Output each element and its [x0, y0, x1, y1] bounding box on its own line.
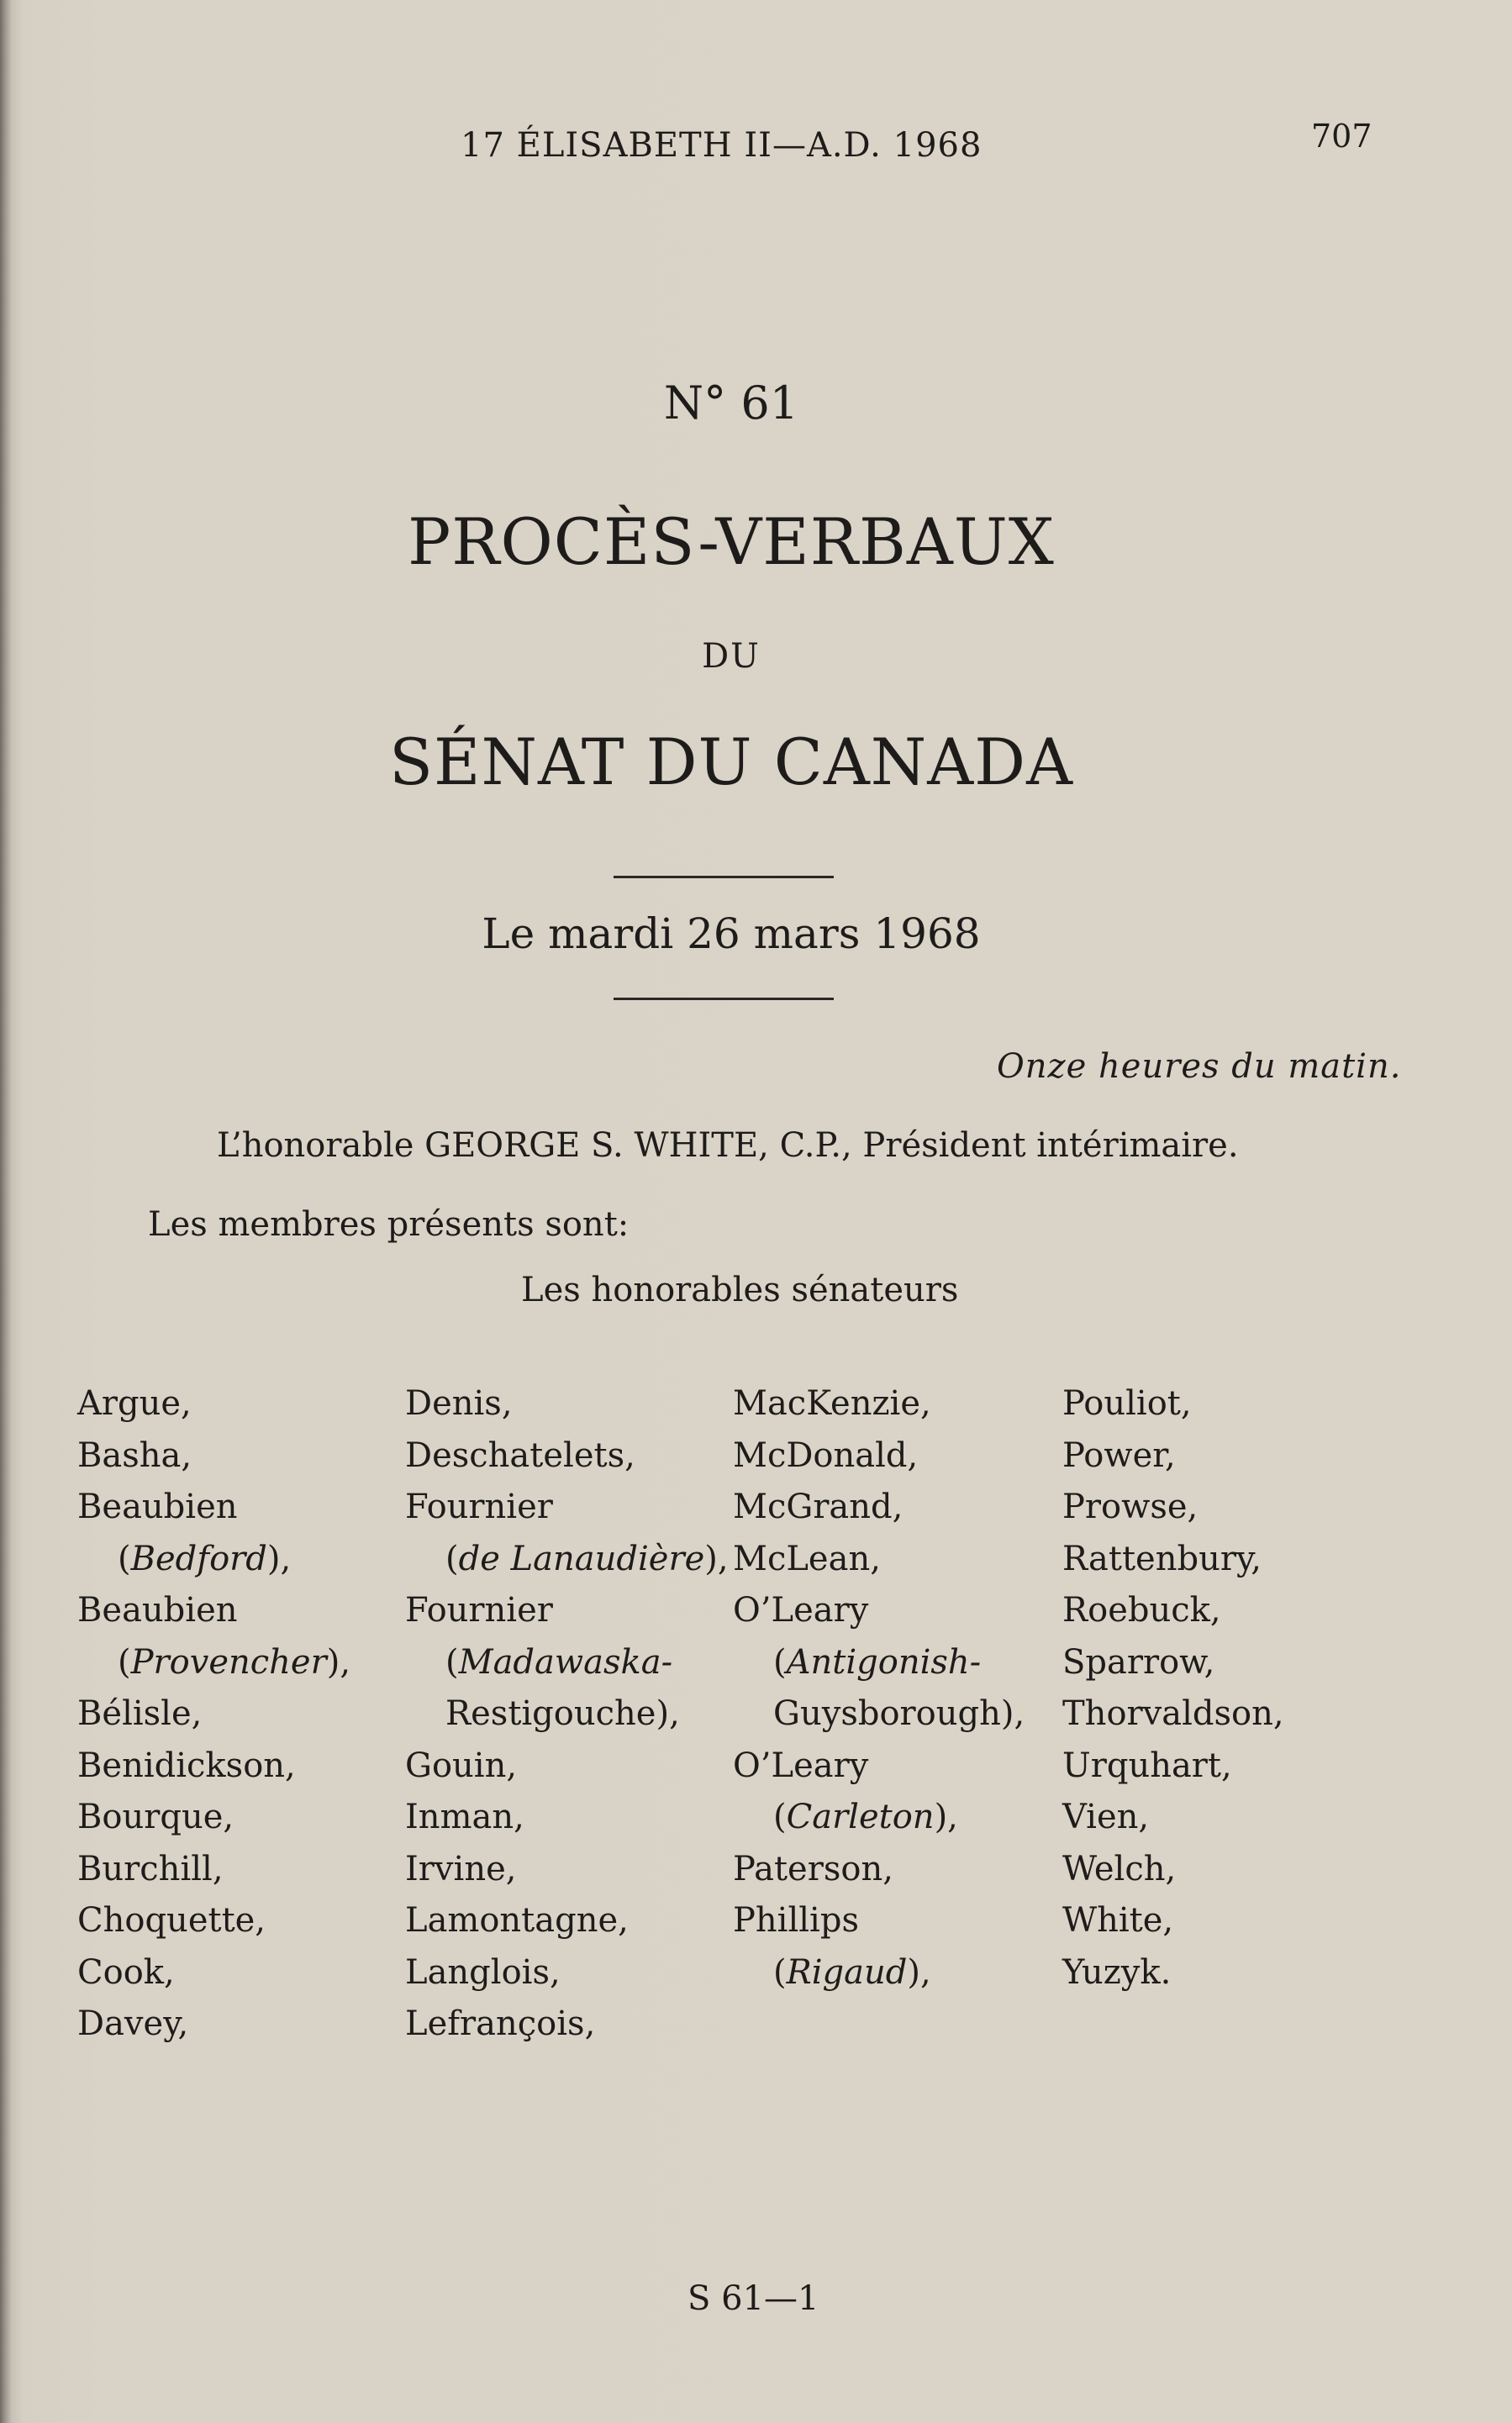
senator-name: O’Leary: [733, 1746, 869, 1785]
senator-name: Prowse,: [1062, 1488, 1199, 1526]
senator-name: (Rigaud),: [773, 1952, 931, 1992]
senator-name: Vien,: [1062, 1798, 1150, 1836]
senator-name: Lamontagne,: [405, 1901, 629, 1940]
senator-name: Lefrançois,: [405, 2004, 596, 2043]
senator-name: Deschatelets,: [405, 1435, 635, 1475]
title-proces-verbaux: PROCÈS-VERBAUX: [408, 504, 1055, 579]
divider-rule-top: [614, 876, 834, 878]
senator-name: Choquette,: [77, 1901, 266, 1940]
senator-name: Guysborough),: [773, 1694, 1025, 1733]
page-number: 707: [1311, 118, 1372, 155]
senator-name: (Madawaska-: [445, 1642, 673, 1682]
senator-name: Bélisle,: [77, 1694, 203, 1733]
senator-name: (Provencher),: [118, 1642, 351, 1682]
senator-name: Benidickson,: [77, 1746, 296, 1785]
title-du: DU: [702, 637, 761, 676]
presiding-officer: L’honorable GEORGE S. WHITE, C.P., Président intérimaire.: [217, 1126, 1239, 1165]
members-present-label: Les membres présents sont:: [148, 1205, 630, 1244]
senator-name: Paterson,: [733, 1849, 893, 1888]
senator-name: Davey,: [77, 2004, 189, 2043]
senator-name: Pouliot,: [1062, 1384, 1192, 1423]
honourable-senators-heading: Les honorables sénateurs: [521, 1271, 959, 1309]
senator-name: McLean,: [733, 1539, 881, 1578]
senator-name: Gouin,: [405, 1746, 518, 1785]
senator-name: Welch,: [1062, 1849, 1177, 1888]
senator-name: Yuzyk.: [1062, 1952, 1172, 1992]
footer-signature: S 61—1: [688, 2279, 819, 2318]
senators-column-2: [405, 1378, 729, 2051]
senator-name: Thorvaldson,: [1062, 1694, 1284, 1733]
title-senat-du-canada: SÉNAT DU CANADA: [388, 724, 1073, 799]
senator-name: Beaubien: [77, 1591, 238, 1630]
sitting-date: Le mardi 26 mars 1968: [482, 909, 981, 958]
senator-name: Urquhart,: [1062, 1746, 1232, 1785]
senator-name: (Antigonish-: [773, 1642, 982, 1682]
running-head: 17 ÉLISABETH II—A.D. 1968: [461, 126, 983, 165]
senator-name: (de Lanaudière),: [445, 1539, 729, 1578]
senator-name: Basha,: [77, 1435, 192, 1475]
senators-column-1: [77, 1378, 350, 2051]
senator-name: McGrand,: [733, 1488, 904, 1526]
senators-column-4: [1062, 1378, 1284, 1999]
senator-name: Langlois,: [405, 1952, 561, 1992]
senator-name: Fournier: [405, 1488, 553, 1526]
sitting-time: Onze heures du matin.: [997, 1047, 1402, 1086]
senator-name: Fournier: [405, 1591, 553, 1630]
senator-name: Phillips: [733, 1901, 859, 1940]
issue-number: N° 61: [663, 377, 799, 429]
senator-name: Cook,: [77, 1952, 175, 1992]
senator-name: Argue,: [77, 1384, 192, 1423]
senator-name: O’Leary: [733, 1591, 869, 1630]
senator-name: Irvine,: [405, 1849, 517, 1888]
senator-name: (Bedford),: [118, 1539, 292, 1578]
senator-name: Denis,: [405, 1384, 513, 1423]
senator-name: Roebuck,: [1062, 1591, 1221, 1630]
senator-name: (Carleton),: [773, 1798, 958, 1836]
senator-name: Beaubien: [77, 1488, 238, 1526]
senator-name: McDonald,: [733, 1435, 919, 1475]
senator-name: Sparrow,: [1062, 1642, 1215, 1682]
divider-rule-bottom: [614, 998, 834, 1000]
senator-name: Rattenbury,: [1062, 1539, 1262, 1578]
senator-name: Bourque,: [77, 1798, 234, 1836]
senators-column-3: [733, 1378, 1025, 1999]
senator-name: Restigouche),: [445, 1694, 680, 1733]
senator-name: White,: [1062, 1901, 1174, 1940]
senator-name: MacKenzie,: [733, 1384, 931, 1423]
senator-name: Inman,: [405, 1798, 524, 1836]
senator-name: Burchill,: [77, 1849, 224, 1888]
senator-name: Power,: [1062, 1435, 1176, 1475]
